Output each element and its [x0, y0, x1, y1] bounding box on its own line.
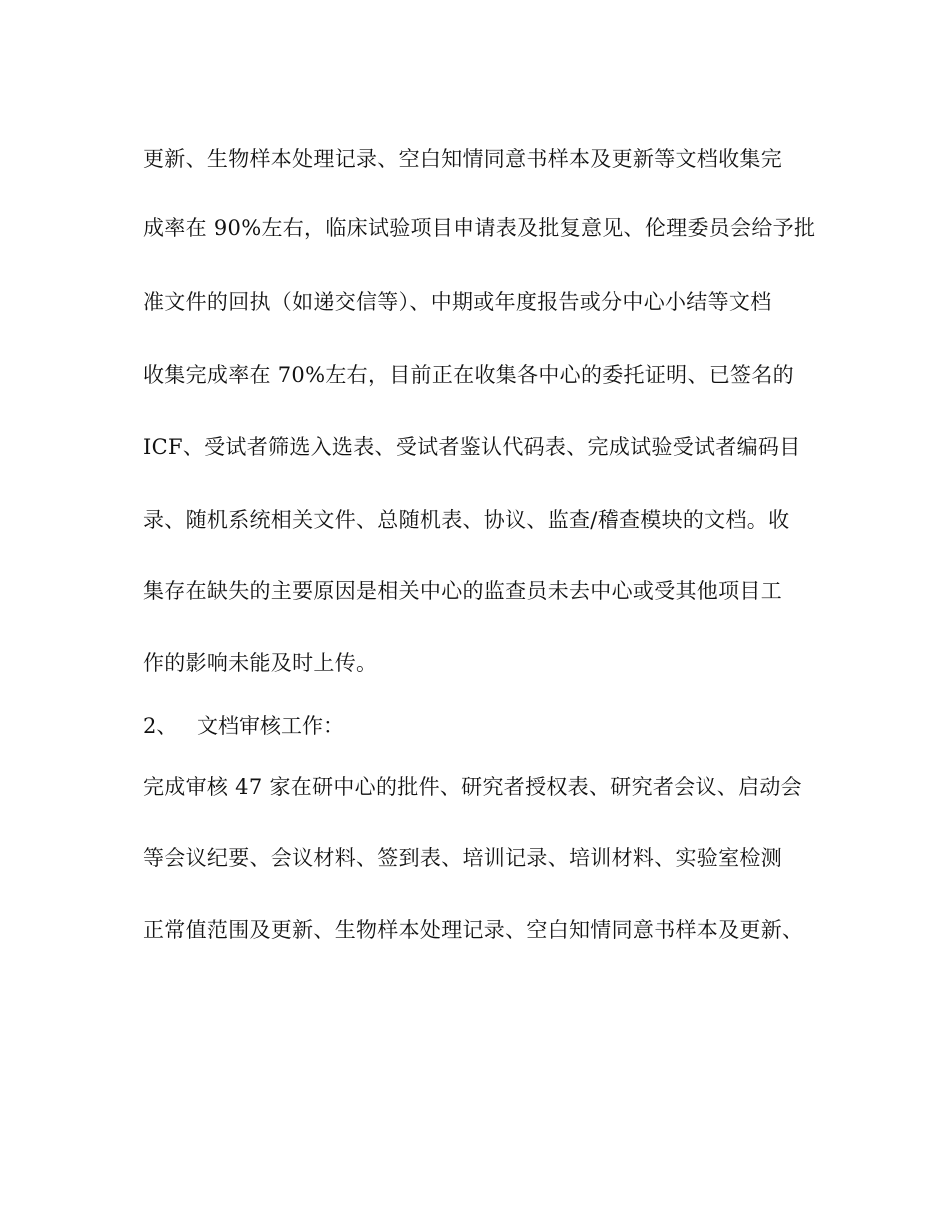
section-2-heading	[143, 711, 344, 741]
paragraph-1-line-4: 收集完成率在 70%左右，目前正在收集各中心的委托证明、已签名的	[143, 363, 794, 387]
paragraph-1-line-2: 成率在 90%左右，临床试验项目申请表及批复意见、伦理委员会给予批	[143, 216, 816, 240]
paragraph-1-line-6: 录、随机系统相关文件、总随机表、协议、监查/稽查模块的文档。收	[143, 508, 790, 532]
paragraph-2-line-1: 完成审核 47 家在研中心的批件、研究者授权表、研究者会议、启动会	[143, 775, 802, 799]
section-2-number: 2、	[143, 714, 178, 738]
paragraph-1-line-8: 作的影响未能及时上传。	[143, 651, 378, 675]
paragraph-2-line-2: 等会议纪要、会议材料、签到表、培训记录、培训材料、实验室检测	[143, 846, 782, 870]
paragraph-1-line-5: ICF、受试者筛选入选表、受试者鉴认代码表、完成试验受试者编码目	[143, 435, 801, 459]
paragraph-1-line-3: 准文件的回执（如递交信等）、中期或年度报告或分中心小结等文档	[143, 290, 772, 314]
paragraph-2-line-3: 正常值范围及更新、生物样本处理记录、空白知情同意书样本及更新、	[143, 918, 804, 942]
section-2-title: 文档审核工作：	[197, 714, 344, 738]
paragraph-1-line-1: 更新、生物样本处理记录、空白知情同意书样本及更新等文档收集完	[143, 147, 782, 171]
paragraph-1-line-7: 集存在缺失的主要原因是相关中心的监查员未去中心或受其他项目工	[143, 579, 782, 603]
